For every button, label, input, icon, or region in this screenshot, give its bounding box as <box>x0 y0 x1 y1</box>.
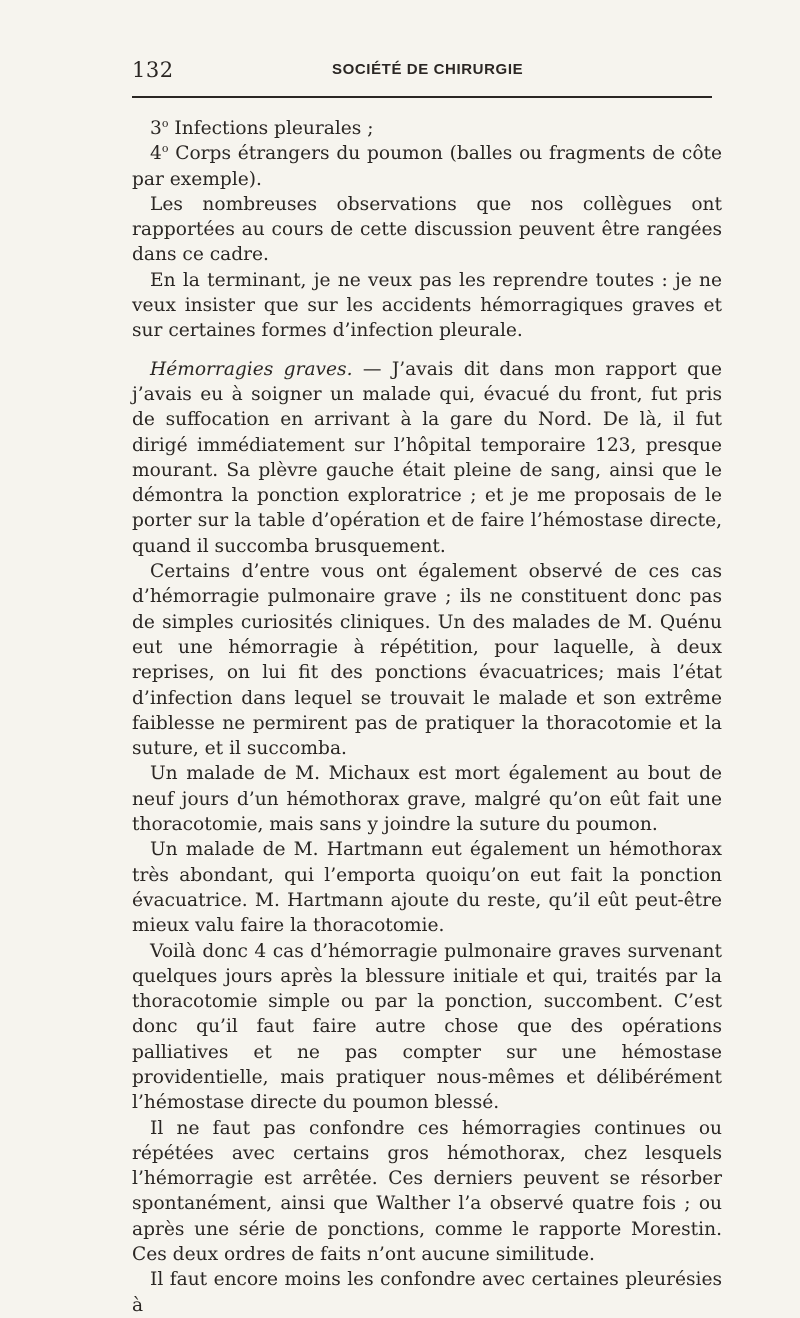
paragraph: Il ne faut pas confondre ces hémorragies continues ou répétées avec certains gros hémothorax, chez lesquels l’hémorragie est arrêtée. Ces derniers peuvent se résorber spontanément, ainsi que Walther l’a observé quatre fois ; ou après une série de ponctions, comme le rapporte Morestin. Ces deux ordres de faits n’ont aucune similitude. <box>132 1117 722 1266</box>
paragraph: Il faut encore moins les confondre avec certaines pleurésies à <box>132 1269 722 1316</box>
paragraph: Un malade de M. Hartmann eut également un hémothorax très abondant, qui l’emporta quoiqu’on eut fait la ponction évacuatrice. M. Hartmann ajoute du reste, qu’il eût peut-être mieux valu faire la thoracotomie. <box>132 839 722 937</box>
list-item: 4$^o$ Corps étrangers du poumon (balles ou fragments de côte par exemple). <box>132 142 722 190</box>
paragraph: Certains d’entre vous ont également observé de ces cas d’hémorragie pulmonaire grave ; ils ne constituent donc pas de simples curiosités cliniques. Un des malades de M. Quénu eut une hémorragie à répétition, pour laquelle, à deux reprises, on lui fit des ponctions évacuatrices; mais l’état d’infection dans lequel se trouvait le malade et son extrême faiblesse ne permirent pas de pratiquer la thoracotomie et la suture, et il succomba. <box>132 561 722 760</box>
paragraph: En la terminant, je ne veux pas les reprendre toutes : je ne veux insister que sur les accidents hémorragiques graves et sur certaines formes d’infection pleurale. <box>132 269 722 342</box>
paragraph: Un malade de M. Michaux est mort également au bout de neuf jours d’un hémothorax grave, malgré qu’on eût fait une thoracotomie, mais sans y joindre la suture du poumon. <box>132 763 722 836</box>
header-rule <box>132 96 712 98</box>
running-head: SOCIÉTÉ DE CHIRURGIE <box>332 61 524 78</box>
section-heading: Hémorragies graves. <box>150 358 353 380</box>
paragraph: Voilà donc 4 cas d’hémorragie pulmonaire graves survenant quelques jours après la blessure initiale et qui, traités par la thoracotomie simple ou par la ponction, succombent. C’est donc qu’il faut faire autre chose que des opérations palliatives et ne pas compter sur une hémostase providentielle, mais pratiquer nous-mêmes et délibérément l’hémostase directe du poumon blessé. <box>132 940 722 1114</box>
page-header <box>132 58 720 88</box>
paragraph: Les nombreuses observations que nos collègues ont rapportées au cours de cette discussion peuvent être rangées dans ce cadre. <box>132 193 722 266</box>
body-text <box>132 116 722 1318</box>
page-number: 132 <box>132 58 174 82</box>
list-item: 3$^o$ Infections pleurales ; <box>150 117 374 139</box>
paragraph-section: Hémorragies graves. — J’avais dit dans mon rapport que j’avais eu à soigner un malade qui, évacué du front, fut pris de suffocation en arrivant à la gare du Nord. De là, il fut dirigé immédiatement sur l’hôpital temporaire 123, presque mourant. Sa plèvre gauche était pleine de sang, ainsi que le démontra la ponction exploratrice ; et je me proposais de le porter sur la table d’opération et de faire l’hémostase directe, quand il succomba brusquement. <box>132 358 722 557</box>
